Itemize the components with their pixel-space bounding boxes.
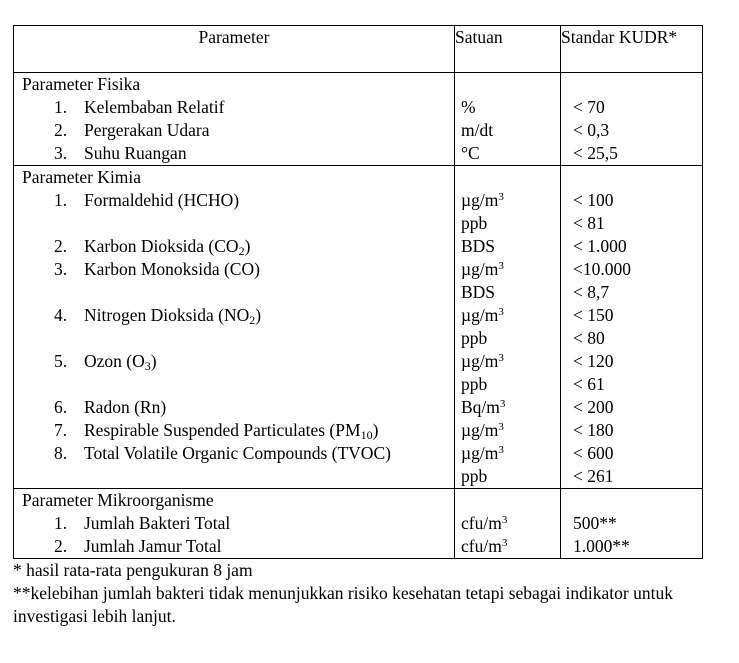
parameter-subscript: 10 xyxy=(360,428,373,442)
header-standar: Standar KUDR* xyxy=(561,26,703,73)
unit-cell xyxy=(455,350,561,373)
unit-text: µg/m xyxy=(461,190,499,210)
item-number: 1. xyxy=(54,190,68,210)
kudr-parameter-table xyxy=(13,25,703,559)
unit-cell xyxy=(455,258,561,281)
section-row-fisika xyxy=(14,73,703,97)
parameter-name: Kelembaban Relatif xyxy=(84,97,225,117)
standard-cell: < 70 xyxy=(561,96,703,119)
standard-cell: < 600 xyxy=(561,442,703,465)
standard-cell: < 261 xyxy=(561,465,703,489)
header-parameter: Parameter xyxy=(14,26,455,73)
table-row xyxy=(14,419,703,442)
standard-cell: < 1.000 xyxy=(561,235,703,258)
unit-superscript: 3 xyxy=(498,306,504,318)
table-row xyxy=(14,304,703,327)
parameter-subscript: 2 xyxy=(238,244,245,258)
unit-superscript: 3 xyxy=(499,398,506,410)
unit-cell: ppb xyxy=(455,373,561,396)
unit-text: µg/m xyxy=(461,351,499,371)
item-number: 3. xyxy=(54,259,68,279)
parameter-name: Jumlah Jamur Total xyxy=(84,536,222,556)
item-number: 8. xyxy=(54,443,68,463)
table-footnotes xyxy=(13,559,713,628)
table-row xyxy=(14,189,703,212)
item-number: 1. xyxy=(54,513,68,533)
unit-cell xyxy=(455,535,561,559)
parameter-name: Radon (Rn) xyxy=(84,397,167,417)
unit-cell xyxy=(455,419,561,442)
unit-text: µg/m xyxy=(461,420,499,440)
unit-text: cfu/m xyxy=(461,513,502,533)
standard-cell: < 8,7 xyxy=(561,281,703,304)
table-row xyxy=(14,512,703,535)
unit-text: µg/m xyxy=(461,443,499,463)
unit-cell xyxy=(455,512,561,535)
table-row xyxy=(14,142,703,166)
unit-cell: ppb xyxy=(455,327,561,350)
unit-cell xyxy=(455,396,561,419)
table-row xyxy=(14,119,703,142)
standard-cell: < 25,5 xyxy=(561,142,703,166)
unit-cell: ppb xyxy=(455,465,561,489)
unit-cell xyxy=(455,189,561,212)
unit-superscript: 3 xyxy=(501,537,508,549)
unit-superscript: 3 xyxy=(498,191,504,203)
table-row xyxy=(14,258,703,281)
unit-cell: BDS xyxy=(455,281,561,304)
parameter-name-tail: ) xyxy=(150,351,157,371)
table-row xyxy=(14,96,703,119)
section-title-fisika: Parameter Fisika xyxy=(14,73,455,97)
table-row xyxy=(14,212,703,235)
section-row-mikroorganisme xyxy=(14,489,703,513)
parameter-name-tail: ) xyxy=(372,420,379,440)
unit-text: cfu/m xyxy=(461,536,502,556)
unit-superscript: 3 xyxy=(498,260,504,272)
unit-cell xyxy=(455,304,561,327)
unit-superscript: 3 xyxy=(498,421,504,433)
table-row xyxy=(14,327,703,350)
table-row xyxy=(14,373,703,396)
standard-cell: 1.000** xyxy=(561,535,703,559)
standard-cell: < 100 xyxy=(561,189,703,212)
standard-cell: < 120 xyxy=(561,350,703,373)
standard-cell: < 0,3 xyxy=(561,119,703,142)
unit-cell: BDS xyxy=(455,235,561,258)
item-number: 7. xyxy=(54,420,68,440)
unit-cell: m/dt xyxy=(455,119,561,142)
parameter-name: Karbon Dioksida (CO xyxy=(84,236,239,256)
unit-cell: °C xyxy=(455,142,561,166)
item-number: 4. xyxy=(54,305,68,325)
parameter-name: Nitrogen Dioksida (NO xyxy=(84,305,250,325)
item-number: 2. xyxy=(54,236,68,256)
standard-cell: < 61 xyxy=(561,373,703,396)
standard-cell: <10.000 xyxy=(561,258,703,281)
standard-cell: 500** xyxy=(561,512,703,535)
table-row xyxy=(14,235,703,258)
parameter-name: Formaldehid (HCHO) xyxy=(84,190,240,210)
parameter-name: Respirable Suspended Particulates (PM xyxy=(84,420,361,440)
section-title-kimia: Parameter Kimia xyxy=(14,166,455,190)
standard-cell: < 80 xyxy=(561,327,703,350)
parameter-name: Ozon (O xyxy=(84,351,145,371)
parameter-subscript: 2 xyxy=(249,313,256,327)
section-title-mikroorganisme: Parameter Mikroorganisme xyxy=(14,489,455,513)
table-header-row xyxy=(14,26,703,73)
unit-superscript: 3 xyxy=(501,514,508,526)
unit-cell: ppb xyxy=(455,212,561,235)
parameter-name-tail: ) xyxy=(244,236,251,256)
item-number: 6. xyxy=(54,397,68,417)
unit-text: Bq/m xyxy=(461,397,500,417)
footnote-2: **kelebihan jumlah bakteri tidak menunjukkan risiko kesehatan tetapi sebagai indikator untuk investigasi lebih lanjut. xyxy=(13,583,673,626)
parameter-name: Pergerakan Udara xyxy=(84,120,210,140)
standard-cell: < 200 xyxy=(561,396,703,419)
table-row xyxy=(14,465,703,489)
parameter-name: Suhu Ruangan xyxy=(84,143,187,163)
unit-superscript: 3 xyxy=(498,352,504,364)
table-row xyxy=(14,442,703,465)
parameter-name: Jumlah Bakteri Total xyxy=(84,513,231,533)
section-row-kimia xyxy=(14,166,703,190)
unit-cell xyxy=(455,442,561,465)
table-row xyxy=(14,281,703,304)
table-row xyxy=(14,396,703,419)
unit-cell: % xyxy=(455,96,561,119)
parameter-name: Total Volatile Organic Compounds (TVOC) xyxy=(84,443,391,463)
unit-text: µg/m xyxy=(461,305,499,325)
standard-cell: < 180 xyxy=(561,419,703,442)
header-satuan: Satuan xyxy=(455,26,561,73)
footnote-1: * hasil rata-rata pengukuran 8 jam xyxy=(13,560,253,580)
standard-cell: < 150 xyxy=(561,304,703,327)
standard-cell: < 81 xyxy=(561,212,703,235)
table-row xyxy=(14,350,703,373)
item-number: 2. xyxy=(54,120,68,140)
table-row xyxy=(14,535,703,559)
item-number: 1. xyxy=(54,97,68,117)
item-number: 5. xyxy=(54,351,68,371)
parameter-name-tail: ) xyxy=(255,305,262,325)
unit-superscript: 3 xyxy=(498,444,504,456)
item-number: 3. xyxy=(54,143,68,163)
parameter-subscript: 3 xyxy=(144,359,151,373)
parameter-name: Karbon Monoksida (CO) xyxy=(84,259,260,279)
item-number: 2. xyxy=(54,536,68,556)
unit-text: µg/m xyxy=(461,259,499,279)
